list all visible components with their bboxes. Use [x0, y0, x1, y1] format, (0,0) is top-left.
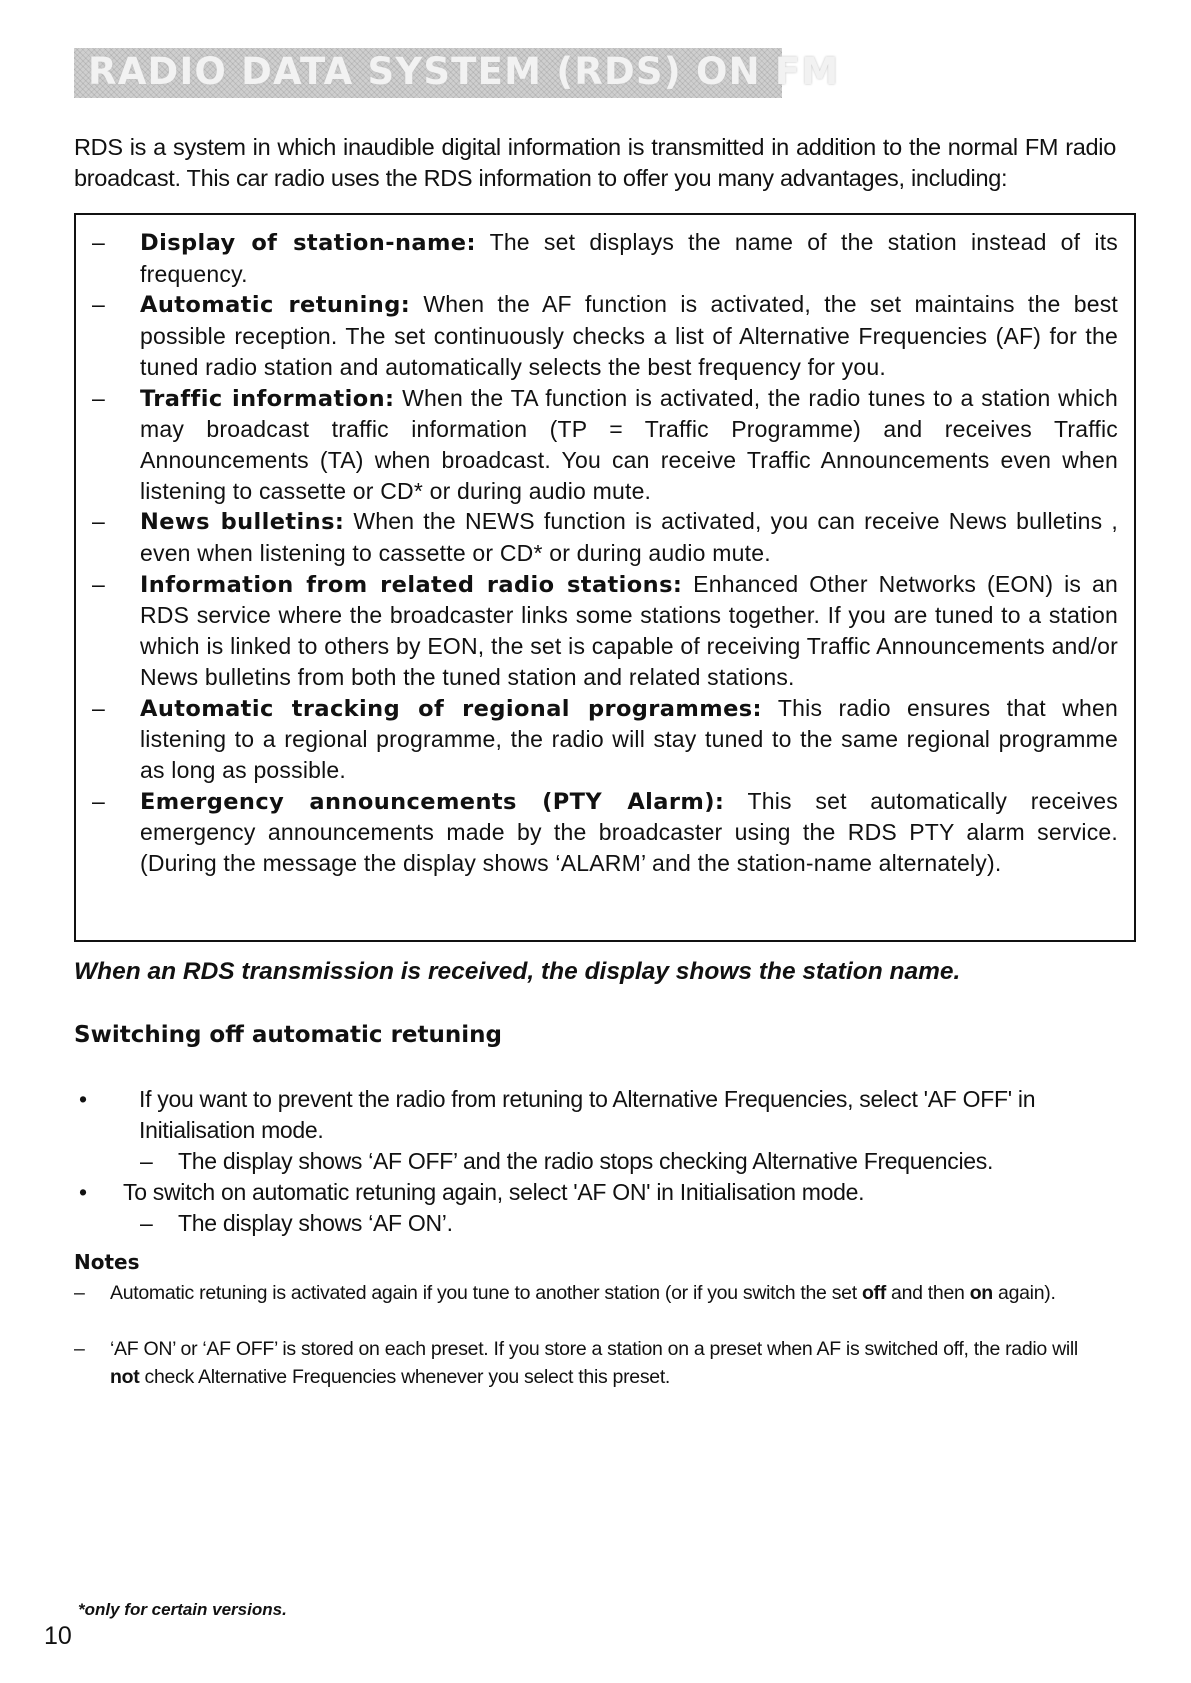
bullet-icon: • [79, 1086, 87, 1112]
list-dash: – [92, 291, 105, 318]
feature-text: When the AF function is activated, the set maintains the best possible reception. The set continuously checks a list of Alternative Frequencies (AF) for the tuned radio station and automatically selects the best frequency for you. [140, 291, 1118, 380]
feature-title: Traffic information: [140, 385, 395, 412]
list-dash: – [140, 1210, 153, 1236]
list-dash: – [74, 1282, 85, 1304]
note-text: Automatic retuning is activated again if you tune to another station (or if you switch the set [110, 1282, 862, 1304]
note-text: ‘AF ON’ or ‘AF OFF’ is stored on each preset. If you store a station on a preset when AF is switched off, the radio will [110, 1338, 1078, 1360]
section-banner [74, 48, 840, 98]
feature-text: Enhanced Other Networks (EON) is an RDS service where the broadcaster links some stations together. If you are tuned to a station which is linked to others by EON, the set is capable of receiving Traffic Announcements and/or News bulletins from both the tuned station and related stations. [140, 570, 1118, 690]
step-text: If you want to prevent the radio from retuning to Alternative Frequencies, select 'AF OFF' in Initialisation mode. [139, 1086, 1036, 1143]
step-item [79, 1084, 1099, 1146]
feature-list [76, 215, 1134, 879]
step-item [79, 1177, 1103, 1208]
step-result-text: The display shows ‘AF ON’. [178, 1210, 453, 1236]
feature-title: News bulletins: [140, 509, 345, 536]
note-text: check Alternative Frequencies whenever you select this preset. [139, 1366, 671, 1388]
feature-item [92, 289, 1118, 382]
feature-item [92, 227, 1118, 289]
intro-paragraph: RDS is a system in which inaudible digital information is transmitted in addition to the normal FM radio broadcast. This car radio uses the RDS information to offer you many advantages, including: [74, 134, 1116, 191]
section-heading: Switching off automatic retuning [74, 1022, 502, 1048]
feature-item [92, 693, 1118, 786]
feature-item [92, 506, 1118, 568]
feature-text: When the TA function is activated, the radio tunes to a station which may broadcast traffic information (TP = Traffic Programme) and receives Traffic Announcements (TA) when broadcast. You can receive Traffic Announcements even when listening to cassette or CD* or during audio mute. [140, 384, 1118, 504]
feature-title: Information from related radio stations: [140, 571, 683, 598]
page-number: 10 [44, 1622, 72, 1650]
footnote: *only for certain versions. [78, 1600, 287, 1619]
feature-text: This radio ensures that when listening to a regional programme, the radio will stay tuned to the same regional programme as long as possible. [140, 694, 1118, 783]
feature-text: When the NEWS function is activated, you can receive News bulletins , even when listening to cassette or CD* or during audio mute. [140, 508, 1118, 567]
rds-note: When an RDS transmission is received, the display shows the station name. [74, 958, 961, 985]
banner-title: RADIO DATA SYSTEM (RDS) ON FM [88, 50, 840, 93]
list-dash: – [92, 384, 105, 411]
feature-text: This set automatically receives emergency announcements made by the broadcaster using the RDS PTY alarm service. (During the message the display shows ‘ALARM’ and the station-name alternately). [140, 787, 1118, 877]
list-dash: – [92, 787, 105, 814]
feature-title: Automatic retuning: [140, 292, 411, 319]
note-emphasis: off [861, 1282, 886, 1304]
feature-title: Display of station-name: [140, 230, 476, 256]
feature-text: The set displays the name of the station instead of its frequency. [140, 229, 1118, 287]
step-result-text: The display shows ‘AF OFF’ and the radio stops checking Alternative Frequencies. [178, 1148, 994, 1174]
list-dash: – [92, 508, 105, 535]
feature-item [92, 569, 1118, 693]
list-dash: – [92, 570, 105, 597]
step-result [140, 1146, 993, 1177]
note-item [74, 1335, 1110, 1391]
feature-box [74, 213, 1136, 942]
list-dash: – [140, 1148, 153, 1174]
step-text: To switch on automatic retuning again, select 'AF ON' in Initialisation mode. [123, 1179, 865, 1205]
feature-title: Emergency announcements (PTY Alarm): [140, 788, 725, 815]
list-dash: – [92, 229, 105, 255]
list-dash: – [92, 694, 105, 721]
note-text: and then [885, 1282, 970, 1304]
feature-item [92, 383, 1118, 507]
note-emphasis: on [969, 1282, 993, 1304]
feature-item [92, 786, 1118, 879]
notes-heading: Notes [74, 1250, 140, 1274]
list-dash: – [74, 1338, 85, 1360]
bullet-icon: • [79, 1179, 87, 1205]
note-item [74, 1279, 1110, 1307]
note-emphasis: not [110, 1366, 140, 1388]
step-result [140, 1208, 453, 1239]
note-text: again). [992, 1282, 1056, 1304]
feature-title: Automatic tracking of regional programmes: [140, 695, 762, 722]
